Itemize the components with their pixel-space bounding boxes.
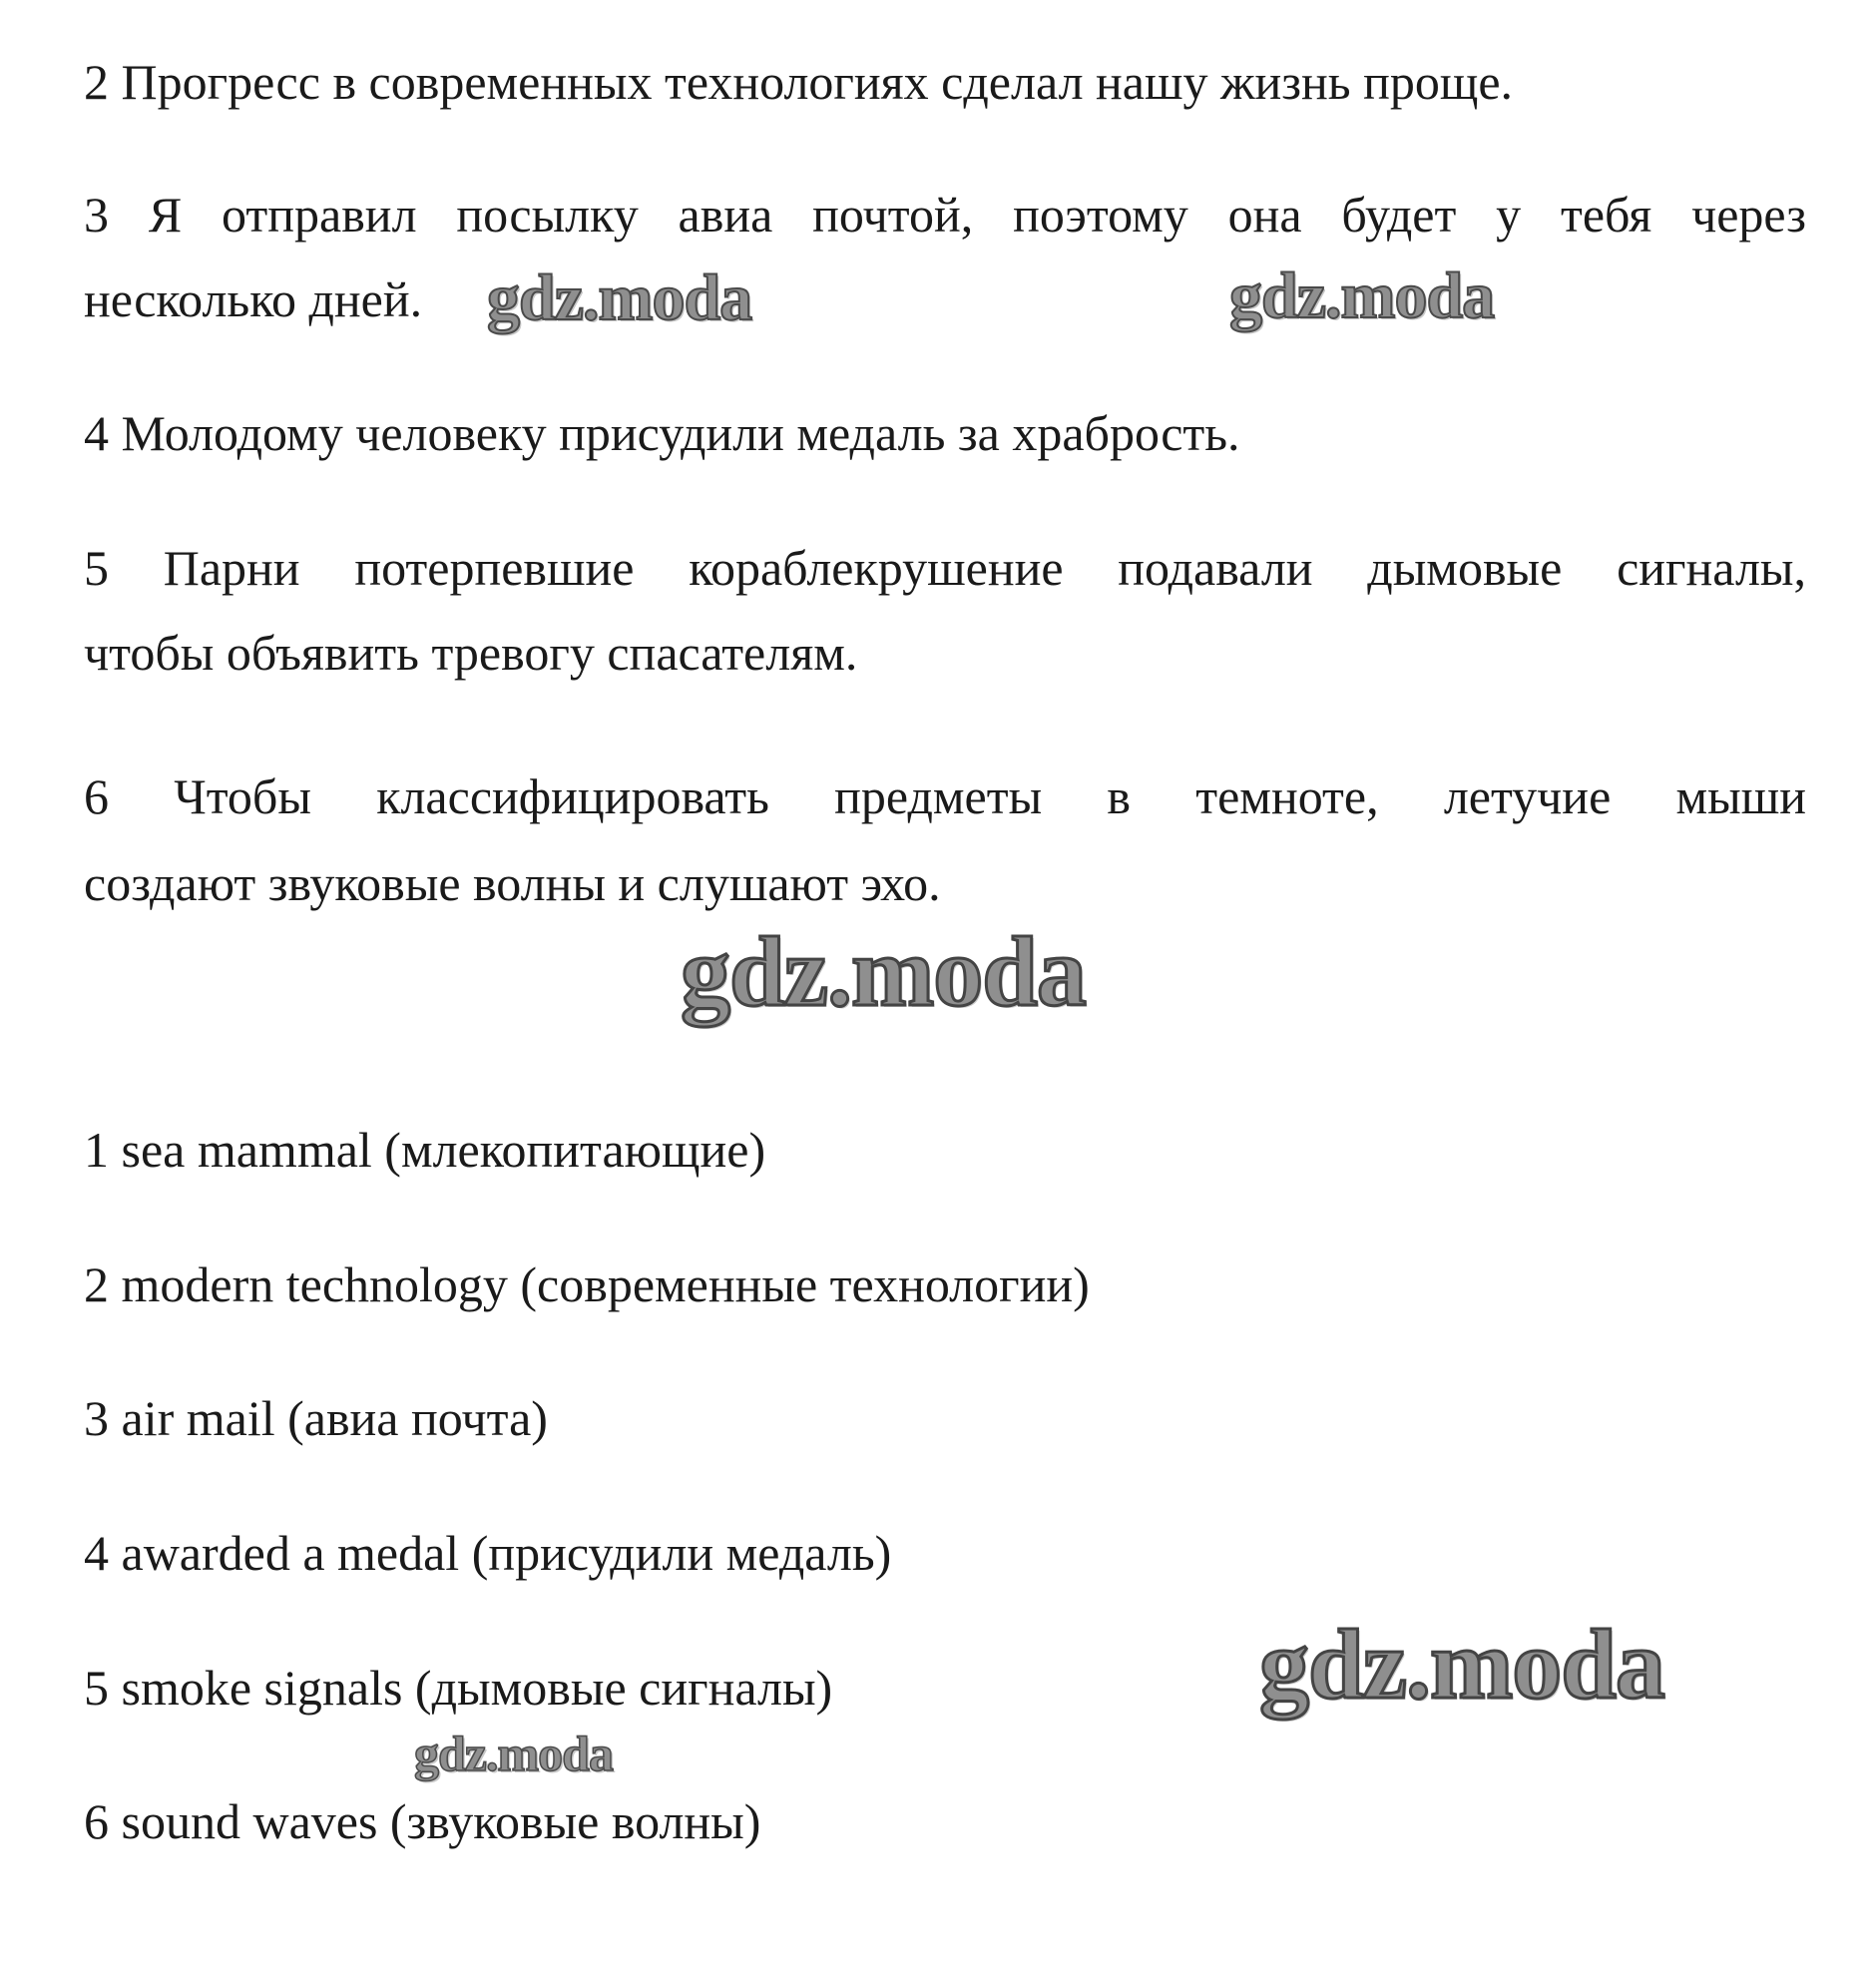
phrase-1: 1 sea mammal (млекопитающие) bbox=[84, 1122, 766, 1178]
sentence-3-line-2: несколько дней. bbox=[84, 271, 423, 327]
sentence-6-line-1: 6 Чтобы классифицировать предметы в темноте, летучие мыши bbox=[84, 768, 1806, 824]
watermark-logo: gdz.moda bbox=[1259, 1609, 1664, 1720]
sentence-5-line-2: чтобы объявить тревогу спасателям. bbox=[84, 625, 858, 681]
phrase-2: 2 modern technology (современные технологии) bbox=[84, 1256, 1090, 1312]
watermark-logo: gdz.moda bbox=[414, 1726, 613, 1781]
phrase-4: 4 awarded a medal (присудили медаль) bbox=[84, 1525, 892, 1581]
watermark-logo: gdz.moda bbox=[487, 261, 752, 334]
sentence-3-line-1: 3 Я отправил посылку авиа почтой, поэтому она будет у тебя через bbox=[84, 187, 1806, 243]
watermark-logo: gdz.moda bbox=[681, 916, 1086, 1027]
phrase-3: 3 air mail (авиа почта) bbox=[84, 1390, 548, 1446]
sentence-2: 2 Прогресс в современных технологиях сделал нашу жизнь проще. bbox=[84, 54, 1514, 110]
phrase-6: 6 sound waves (звуковые волны) bbox=[84, 1793, 761, 1849]
phrase-5: 5 smoke signals (дымовые сигналы) bbox=[84, 1660, 833, 1716]
sentence-6-line-2: создают звуковые волны и слушают эхо. bbox=[84, 855, 941, 911]
sentence-4: 4 Молодому человеку присудили медаль за храбрость. bbox=[84, 405, 1240, 461]
sentence-5-line-1: 5 Парни потерпевшие кораблекрушение подавали дымовые сигналы, bbox=[84, 540, 1806, 596]
watermark-logo: gdz.moda bbox=[1229, 259, 1495, 332]
